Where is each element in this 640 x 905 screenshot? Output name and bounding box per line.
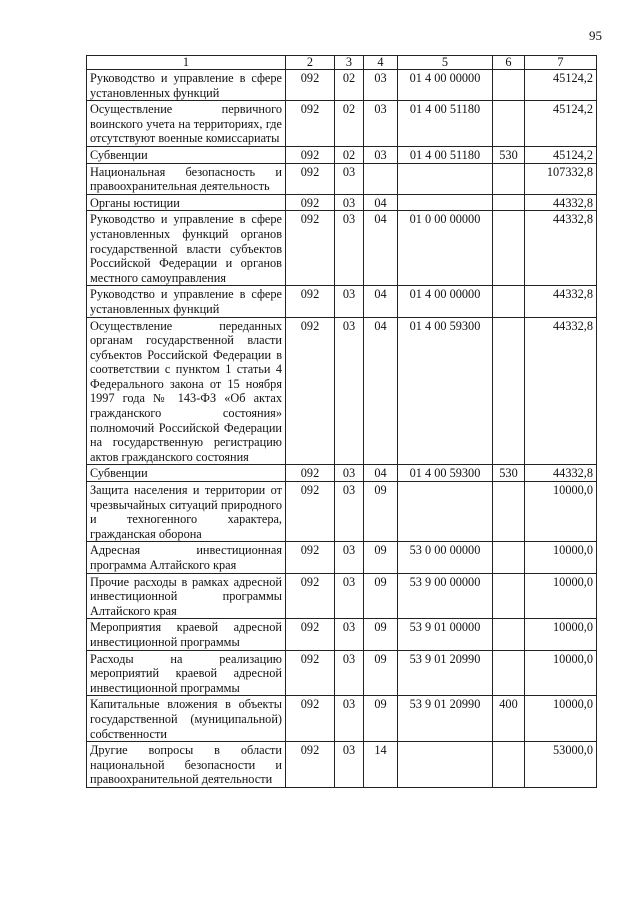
header-col-5: 5 bbox=[398, 56, 493, 70]
row-subsection: 09 bbox=[364, 650, 398, 696]
row-section: 03 bbox=[335, 696, 364, 742]
row-amount: 10000,0 bbox=[525, 573, 597, 619]
row-amount: 45124,2 bbox=[525, 146, 597, 163]
row-expense-type bbox=[493, 742, 525, 788]
row-expense-type bbox=[493, 650, 525, 696]
row-amount: 44332,8 bbox=[525, 465, 597, 482]
row-expense-type bbox=[493, 211, 525, 286]
row-target-code: 01 4 00 59300 bbox=[398, 317, 493, 465]
row-amount: 44332,8 bbox=[525, 211, 597, 286]
table-row bbox=[87, 619, 597, 650]
row-name: Субвенции bbox=[87, 146, 286, 163]
row-target-code: 01 4 00 00000 bbox=[398, 286, 493, 317]
row-ministry-code: 092 bbox=[286, 163, 335, 194]
row-ministry-code: 092 bbox=[286, 573, 335, 619]
row-ministry-code: 092 bbox=[286, 696, 335, 742]
row-ministry-code: 092 bbox=[286, 742, 335, 788]
table-row bbox=[87, 163, 597, 194]
row-section: 03 bbox=[335, 742, 364, 788]
row-target-code bbox=[398, 194, 493, 211]
row-target-code: 01 0 00 00000 bbox=[398, 211, 493, 286]
row-amount: 44332,8 bbox=[525, 286, 597, 317]
row-name: Осуществление переданных органам государственной власти субъектов Российской Федерации в соответствии с пунктом 1 статьи 4 Федерального закона от 15 ноября 1997 года № 143-ФЗ «Об актах гражданского состояния» полномочий Российской Федерации на государственную регистрацию актов гражданского состояния bbox=[87, 317, 286, 465]
row-subsection: 09 bbox=[364, 573, 398, 619]
row-expense-type bbox=[493, 542, 525, 573]
row-subsection: 04 bbox=[364, 194, 398, 211]
row-target-code: 53 0 00 00000 bbox=[398, 542, 493, 573]
header-col-6: 6 bbox=[493, 56, 525, 70]
row-amount: 10000,0 bbox=[525, 542, 597, 573]
row-section: 03 bbox=[335, 573, 364, 619]
table-row bbox=[87, 101, 597, 147]
row-target-code: 53 9 01 20990 bbox=[398, 696, 493, 742]
row-amount: 45124,2 bbox=[525, 101, 597, 147]
row-section: 03 bbox=[335, 163, 364, 194]
row-name: Расходы на реализацию мероприятий краевой адресной инвестиционной программы bbox=[87, 650, 286, 696]
row-expense-type bbox=[493, 70, 525, 101]
row-amount: 45124,2 bbox=[525, 70, 597, 101]
row-ministry-code: 092 bbox=[286, 70, 335, 101]
row-subsection: 09 bbox=[364, 482, 398, 542]
row-ministry-code: 092 bbox=[286, 211, 335, 286]
table-row bbox=[87, 465, 597, 482]
row-ministry-code: 092 bbox=[286, 194, 335, 211]
row-ministry-code: 092 bbox=[286, 286, 335, 317]
row-name: Мероприятия краевой адресной инвестиционной программы bbox=[87, 619, 286, 650]
table-row bbox=[87, 573, 597, 619]
table-row bbox=[87, 146, 597, 163]
row-ministry-code: 092 bbox=[286, 619, 335, 650]
row-target-code: 53 9 01 20990 bbox=[398, 650, 493, 696]
row-name: Другие вопросы в области национальной безопасности и правоохранительной деятельности bbox=[87, 742, 286, 788]
row-name: Прочие расходы в рамках адресной инвестиционной программы Алтайского края bbox=[87, 573, 286, 619]
table-row bbox=[87, 211, 597, 286]
row-name: Капитальные вложения в объекты государственной (муниципальной) собственности bbox=[87, 696, 286, 742]
row-ministry-code: 092 bbox=[286, 146, 335, 163]
row-amount: 10000,0 bbox=[525, 619, 597, 650]
row-section: 03 bbox=[335, 286, 364, 317]
row-ministry-code: 092 bbox=[286, 465, 335, 482]
table-row bbox=[87, 742, 597, 788]
row-name: Осуществление первичного воинского учета на территориях, где отсутствуют военные комиссариаты bbox=[87, 101, 286, 147]
row-subsection: 09 bbox=[364, 619, 398, 650]
row-amount: 10000,0 bbox=[525, 482, 597, 542]
row-section: 03 bbox=[335, 542, 364, 573]
row-subsection: 04 bbox=[364, 286, 398, 317]
row-expense-type bbox=[493, 482, 525, 542]
row-expense-type: 530 bbox=[493, 465, 525, 482]
row-subsection: 09 bbox=[364, 542, 398, 573]
row-expense-type: 530 bbox=[493, 146, 525, 163]
row-name: Руководство и управление в сфере установленных функций bbox=[87, 70, 286, 101]
row-name: Руководство и управление в сфере установленных функций bbox=[87, 286, 286, 317]
row-target-code: 53 9 00 00000 bbox=[398, 573, 493, 619]
table-row bbox=[87, 70, 597, 101]
row-target-code bbox=[398, 742, 493, 788]
row-expense-type bbox=[493, 286, 525, 317]
row-target-code: 01 4 00 00000 bbox=[398, 70, 493, 101]
table-row bbox=[87, 542, 597, 573]
row-ministry-code: 092 bbox=[286, 101, 335, 147]
row-amount: 107332,8 bbox=[525, 163, 597, 194]
row-amount: 10000,0 bbox=[525, 696, 597, 742]
row-name: Защита населения и территории от чрезвычайных ситуаций природного и техногенного характера, гражданская оборона bbox=[87, 482, 286, 542]
row-target-code bbox=[398, 163, 493, 194]
table-body bbox=[87, 70, 597, 788]
row-expense-type bbox=[493, 101, 525, 147]
table-header-row bbox=[87, 56, 597, 70]
row-target-code: 01 4 00 59300 bbox=[398, 465, 493, 482]
row-amount: 53000,0 bbox=[525, 742, 597, 788]
row-name: Руководство и управление в сфере установленных функций органов государственной власти субъектов Российской Федерации и органов местного самоуправления bbox=[87, 211, 286, 286]
row-subsection: 03 bbox=[364, 101, 398, 147]
row-ministry-code: 092 bbox=[286, 317, 335, 465]
row-ministry-code: 092 bbox=[286, 650, 335, 696]
row-section: 02 bbox=[335, 146, 364, 163]
row-expense-type bbox=[493, 573, 525, 619]
row-subsection bbox=[364, 163, 398, 194]
row-section: 03 bbox=[335, 650, 364, 696]
row-section: 03 bbox=[335, 482, 364, 542]
row-subsection: 03 bbox=[364, 146, 398, 163]
row-name: Адресная инвестиционная программа Алтайского края bbox=[87, 542, 286, 573]
table-row bbox=[87, 317, 597, 465]
header-col-7: 7 bbox=[525, 56, 597, 70]
table-row bbox=[87, 286, 597, 317]
page-number: 95 bbox=[589, 28, 602, 43]
row-subsection: 03 bbox=[364, 70, 398, 101]
row-subsection: 09 bbox=[364, 696, 398, 742]
row-expense-type bbox=[493, 317, 525, 465]
row-amount: 44332,8 bbox=[525, 194, 597, 211]
table-row bbox=[87, 482, 597, 542]
table-row bbox=[87, 194, 597, 211]
row-target-code: 01 4 00 51180 bbox=[398, 101, 493, 147]
row-target-code bbox=[398, 482, 493, 542]
row-section: 03 bbox=[335, 619, 364, 650]
row-section: 02 bbox=[335, 70, 364, 101]
row-subsection: 04 bbox=[364, 465, 398, 482]
row-target-code: 01 4 00 51180 bbox=[398, 146, 493, 163]
table-row bbox=[87, 696, 597, 742]
row-section: 03 bbox=[335, 465, 364, 482]
row-amount: 44332,8 bbox=[525, 317, 597, 465]
row-ministry-code: 092 bbox=[286, 542, 335, 573]
row-expense-type bbox=[493, 194, 525, 211]
row-target-code: 53 9 01 00000 bbox=[398, 619, 493, 650]
row-name: Субвенции bbox=[87, 465, 286, 482]
row-expense-type bbox=[493, 163, 525, 194]
row-expense-type bbox=[493, 619, 525, 650]
row-subsection: 04 bbox=[364, 317, 398, 465]
row-section: 03 bbox=[335, 317, 364, 465]
budget-table bbox=[86, 55, 597, 788]
row-section: 02 bbox=[335, 101, 364, 147]
row-name: Национальная безопасность и правоохранительная деятельность bbox=[87, 163, 286, 194]
header-col-4: 4 bbox=[364, 56, 398, 70]
header-col-2: 2 bbox=[286, 56, 335, 70]
row-section: 03 bbox=[335, 194, 364, 211]
table-row bbox=[87, 650, 597, 696]
row-amount: 10000,0 bbox=[525, 650, 597, 696]
row-expense-type: 400 bbox=[493, 696, 525, 742]
header-col-1: 1 bbox=[87, 56, 286, 70]
header-col-3: 3 bbox=[335, 56, 364, 70]
row-subsection: 04 bbox=[364, 211, 398, 286]
row-subsection: 14 bbox=[364, 742, 398, 788]
row-name: Органы юстиции bbox=[87, 194, 286, 211]
row-ministry-code: 092 bbox=[286, 482, 335, 542]
row-section: 03 bbox=[335, 211, 364, 286]
